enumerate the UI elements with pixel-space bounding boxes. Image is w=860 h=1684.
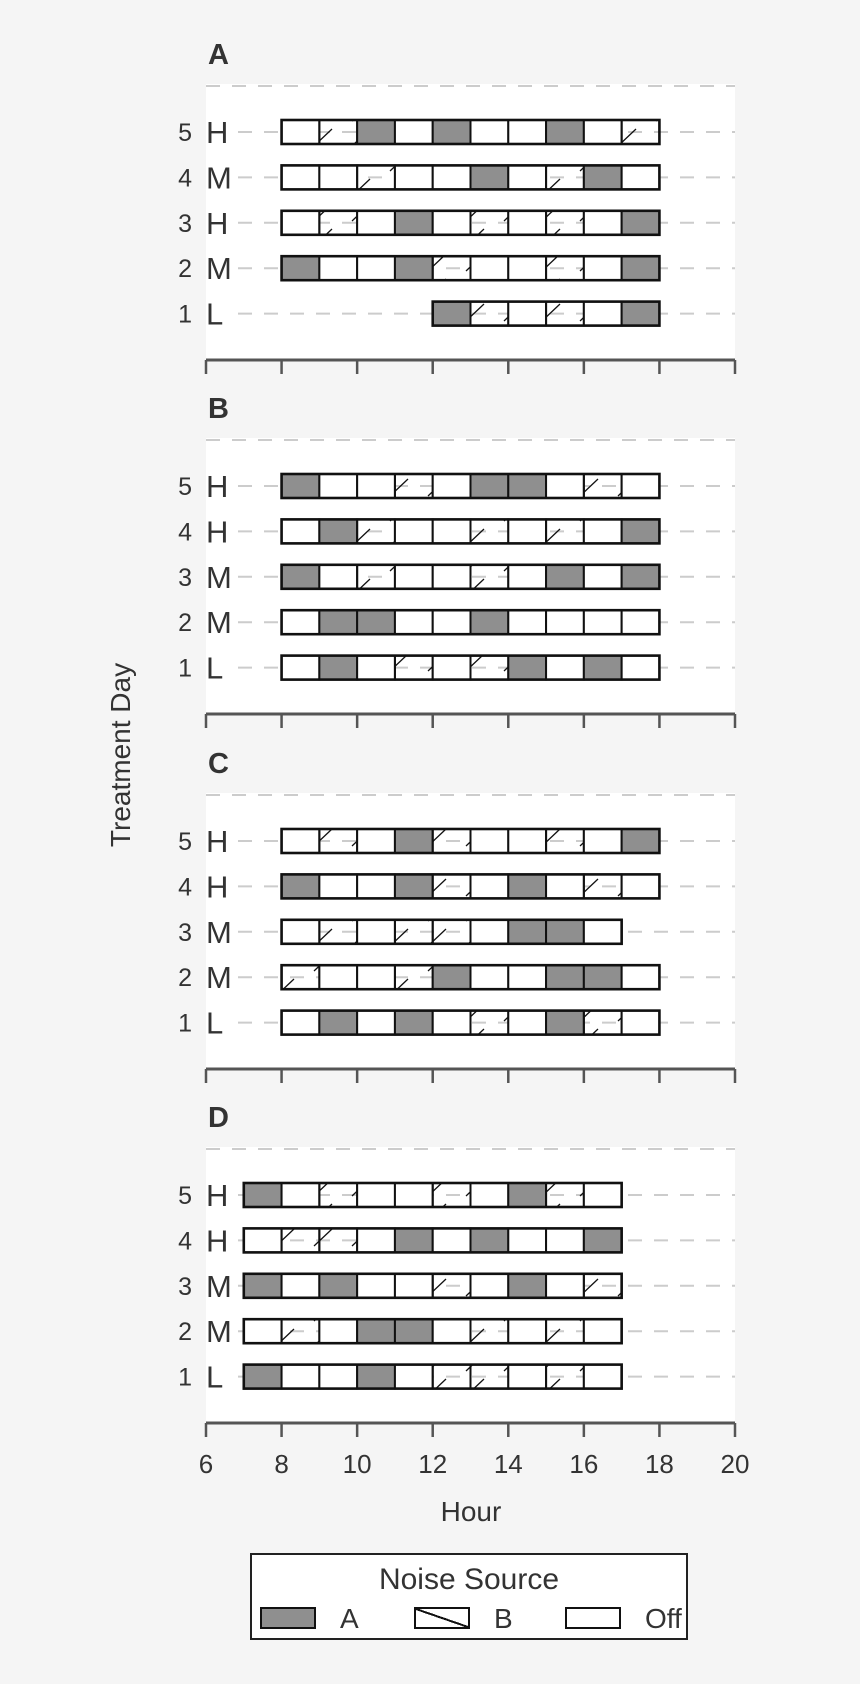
level-tick-label: M [206,1268,232,1304]
block-off [471,1274,509,1298]
x-tick-label: 16 [569,1449,599,1479]
day-tick-label: 5 [178,473,192,501]
block-b [319,211,357,235]
panel-label: C [208,748,229,780]
day-tick-label: 4 [178,1227,192,1256]
level-tick-label: L [206,296,224,332]
block-b [471,211,509,235]
block-a [508,474,546,498]
block-b [282,1228,320,1252]
block-a [357,120,395,144]
block-off [584,302,622,326]
block-b [471,519,509,543]
day-tick-label: 1 [178,654,192,683]
block-off [584,1365,622,1389]
block-a [546,1011,584,1035]
block-b [357,565,395,589]
block-a [395,1319,433,1343]
block-off [357,256,395,280]
day-tick-label: 3 [178,918,192,947]
block-off [395,519,433,543]
day-tick-label: 2 [178,1318,192,1347]
block-off [357,211,395,235]
block-off [471,256,509,280]
block-off [319,565,357,589]
block-b [471,1319,509,1343]
day-tick-label: 3 [178,1272,192,1301]
block-off [433,1319,471,1343]
level-tick-label: M [206,251,232,287]
block-off [357,874,395,898]
block-a [508,1183,546,1207]
block-off [584,920,622,944]
x-tick-label: 6 [198,1449,214,1479]
block-off [433,1011,471,1035]
block-off [282,211,320,235]
block-off [282,165,320,189]
block-off [433,610,471,634]
block-off [508,1365,546,1389]
block-off [584,565,622,589]
block-off [546,1274,584,1298]
block-a [622,519,660,543]
block-off [433,565,471,589]
panel-a [178,39,735,374]
block-a [508,920,546,944]
block-off [433,519,471,543]
block-b [433,829,471,853]
block-off [508,610,546,634]
block-b [471,1011,509,1035]
block-off [471,965,509,989]
block-off [357,656,395,680]
level-tick-label: H [206,205,229,241]
block-a [357,1365,395,1389]
day-tick-label: 2 [178,609,192,638]
block-a [584,165,622,189]
block-off [319,165,357,189]
block-a [584,1228,622,1252]
block-b [584,1274,622,1298]
block-a [471,165,509,189]
block-off [357,1183,395,1207]
block-off [508,165,546,189]
level-tick-label: H [206,115,229,150]
level-tick-label: M [206,160,232,196]
block-b [584,874,622,898]
day-tick-label: 3 [178,209,192,238]
block-b [471,656,509,680]
x-axis-label: Hour [440,1496,502,1527]
block-a [319,656,357,680]
block-off [357,965,395,989]
block-a [395,1011,433,1035]
block-off [584,610,622,634]
level-tick-label: H [206,869,229,905]
block-off [319,1365,357,1389]
block-off [282,1183,320,1207]
level-tick-label: H [206,1178,229,1213]
block-a [395,1228,433,1252]
day-tick-label: 1 [178,300,192,329]
block-b [546,1183,584,1207]
block-off [395,120,433,144]
block-off [282,1365,320,1389]
block-b [546,302,584,326]
block-off [622,474,660,498]
block-b [319,1183,357,1207]
y-axis-label: Treatment Day [105,662,136,848]
legend-label-a: A [340,1603,359,1634]
day-tick-label: 5 [178,119,192,147]
block-off [508,302,546,326]
block-off [471,920,509,944]
block-off [395,1365,433,1389]
block-a [508,656,546,680]
block-b [546,1365,584,1389]
block-off [508,1228,546,1252]
day-tick-label: 5 [178,828,192,856]
block-a [282,256,320,280]
legend-label-off: Off [645,1603,682,1634]
block-off [244,1319,282,1343]
block-b [319,120,357,144]
block-a [546,120,584,144]
block-off [584,1319,622,1343]
block-b [319,920,357,944]
block-off [319,965,357,989]
level-tick-label: L [206,1005,224,1041]
block-a [622,302,660,326]
block-a [282,565,320,589]
block-off [546,1228,584,1252]
block-a [508,1274,546,1298]
block-off [471,829,509,853]
block-off [508,211,546,235]
block-a [433,302,471,326]
block-a [395,874,433,898]
legend-title: Noise Source [378,1563,560,1596]
block-off [508,1319,546,1343]
block-a [244,1183,282,1207]
block-b [433,874,471,898]
block-b [433,1183,471,1207]
block-off [357,829,395,853]
panel-b [178,393,735,728]
block-a [622,829,660,853]
level-tick-label: L [206,650,224,686]
block-off [433,656,471,680]
block-off [357,1228,395,1252]
block-off [395,565,433,589]
block-b [395,474,433,498]
block-off [584,256,622,280]
block-a [584,656,622,680]
block-off [622,1011,660,1035]
block-off [282,519,320,543]
day-tick-label: 4 [178,164,192,193]
level-tick-label: H [206,824,229,859]
block-b [282,965,320,989]
block-off [584,120,622,144]
block-b [546,1319,584,1343]
block-a [395,829,433,853]
level-tick-label: M [206,559,232,595]
block-off [282,120,320,144]
block-a [282,474,320,498]
block-a [622,256,660,280]
block-b [357,165,395,189]
block-off [546,656,584,680]
level-tick-label: M [206,1314,232,1350]
x-tick-label: 8 [274,1449,289,1479]
block-off [244,1228,282,1252]
block-a [395,211,433,235]
legend-label-b: B [494,1603,513,1634]
legend-swatch-a [260,1607,316,1629]
block-off [508,565,546,589]
block-b [471,302,509,326]
block-off [546,610,584,634]
block-b [584,474,622,498]
panel-d [178,1102,749,1479]
legend [250,1553,688,1640]
day-tick-label: 4 [178,873,192,902]
x-tick-label: 10 [342,1449,372,1479]
block-b [433,1274,471,1298]
block-off [282,829,320,853]
block-off [395,610,433,634]
block-off [319,256,357,280]
x-tick-label: 12 [418,1449,448,1479]
block-off [433,474,471,498]
block-off [282,1274,320,1298]
block-a [433,965,471,989]
block-a [433,120,471,144]
block-a [546,565,584,589]
block-b [433,1365,471,1389]
panel-label: A [208,39,229,71]
block-off [508,1011,546,1035]
block-b [395,920,433,944]
x-tick-label: 14 [493,1449,523,1479]
block-a [471,474,509,498]
block-off [433,211,471,235]
block-off [282,920,320,944]
block-b [395,965,433,989]
block-b [546,829,584,853]
block-off [319,1319,357,1343]
block-a [508,874,546,898]
block-off [584,829,622,853]
block-b [319,829,357,853]
level-tick-label: M [206,960,232,996]
block-off [471,1183,509,1207]
level-tick-label: H [206,1223,229,1259]
block-b [546,519,584,543]
block-off [584,519,622,543]
block-a [319,610,357,634]
block-b [546,165,584,189]
block-off [584,1183,622,1207]
block-off [395,1274,433,1298]
block-off [508,256,546,280]
block-a [244,1274,282,1298]
block-a [395,256,433,280]
block-a [244,1365,282,1389]
block-b [471,1365,509,1389]
day-tick-label: 1 [178,1363,192,1392]
block-off [433,165,471,189]
block-off [584,211,622,235]
day-tick-label: 3 [178,563,192,592]
block-a [319,1011,357,1035]
block-a [319,1274,357,1298]
block-off [622,965,660,989]
level-tick-label: H [206,514,229,550]
level-tick-label: H [206,469,229,504]
block-b [584,1011,622,1035]
block-a [471,610,509,634]
block-off [622,165,660,189]
block-off [357,1274,395,1298]
block-off [622,610,660,634]
block-a [622,211,660,235]
day-tick-label: 2 [178,964,192,993]
panel-label: D [208,1102,229,1134]
day-tick-label: 1 [178,1009,192,1038]
x-tick-label: 20 [720,1449,750,1479]
block-a [622,565,660,589]
block-b [433,256,471,280]
block-off [282,1011,320,1035]
block-off [471,120,509,144]
block-a [546,965,584,989]
block-off [282,610,320,634]
block-b [282,1319,320,1343]
legend-swatch-off [565,1607,621,1629]
day-tick-label: 4 [178,518,192,547]
day-tick-label: 5 [178,1182,192,1210]
legend-swatch-b [414,1607,470,1629]
level-tick-label: M [206,605,232,641]
block-off [508,519,546,543]
block-off [319,874,357,898]
block-b [546,256,584,280]
block-off [357,1011,395,1035]
level-tick-label: M [206,914,232,950]
block-off [622,656,660,680]
block-off [622,874,660,898]
block-a [471,1228,509,1252]
block-off [357,474,395,498]
block-b [546,211,584,235]
block-off [508,965,546,989]
block-off [471,874,509,898]
block-b [433,920,471,944]
block-b [395,656,433,680]
block-off [395,165,433,189]
block-a [357,1319,395,1343]
block-off [546,474,584,498]
block-off [319,474,357,498]
x-tick-label: 18 [644,1449,674,1479]
block-off [395,1183,433,1207]
panel-c [178,748,735,1083]
block-a [584,965,622,989]
block-b [622,120,660,144]
panel-label: B [208,393,229,425]
block-off [357,920,395,944]
block-b [319,1228,357,1252]
block-off [508,829,546,853]
block-off [433,1228,471,1252]
block-b [471,565,509,589]
day-tick-label: 2 [178,255,192,284]
block-a [357,610,395,634]
block-off [508,120,546,144]
block-off [282,656,320,680]
level-tick-label: L [206,1359,224,1395]
block-a [282,874,320,898]
block-off [546,874,584,898]
block-b [357,519,395,543]
block-a [546,920,584,944]
block-a [319,519,357,543]
